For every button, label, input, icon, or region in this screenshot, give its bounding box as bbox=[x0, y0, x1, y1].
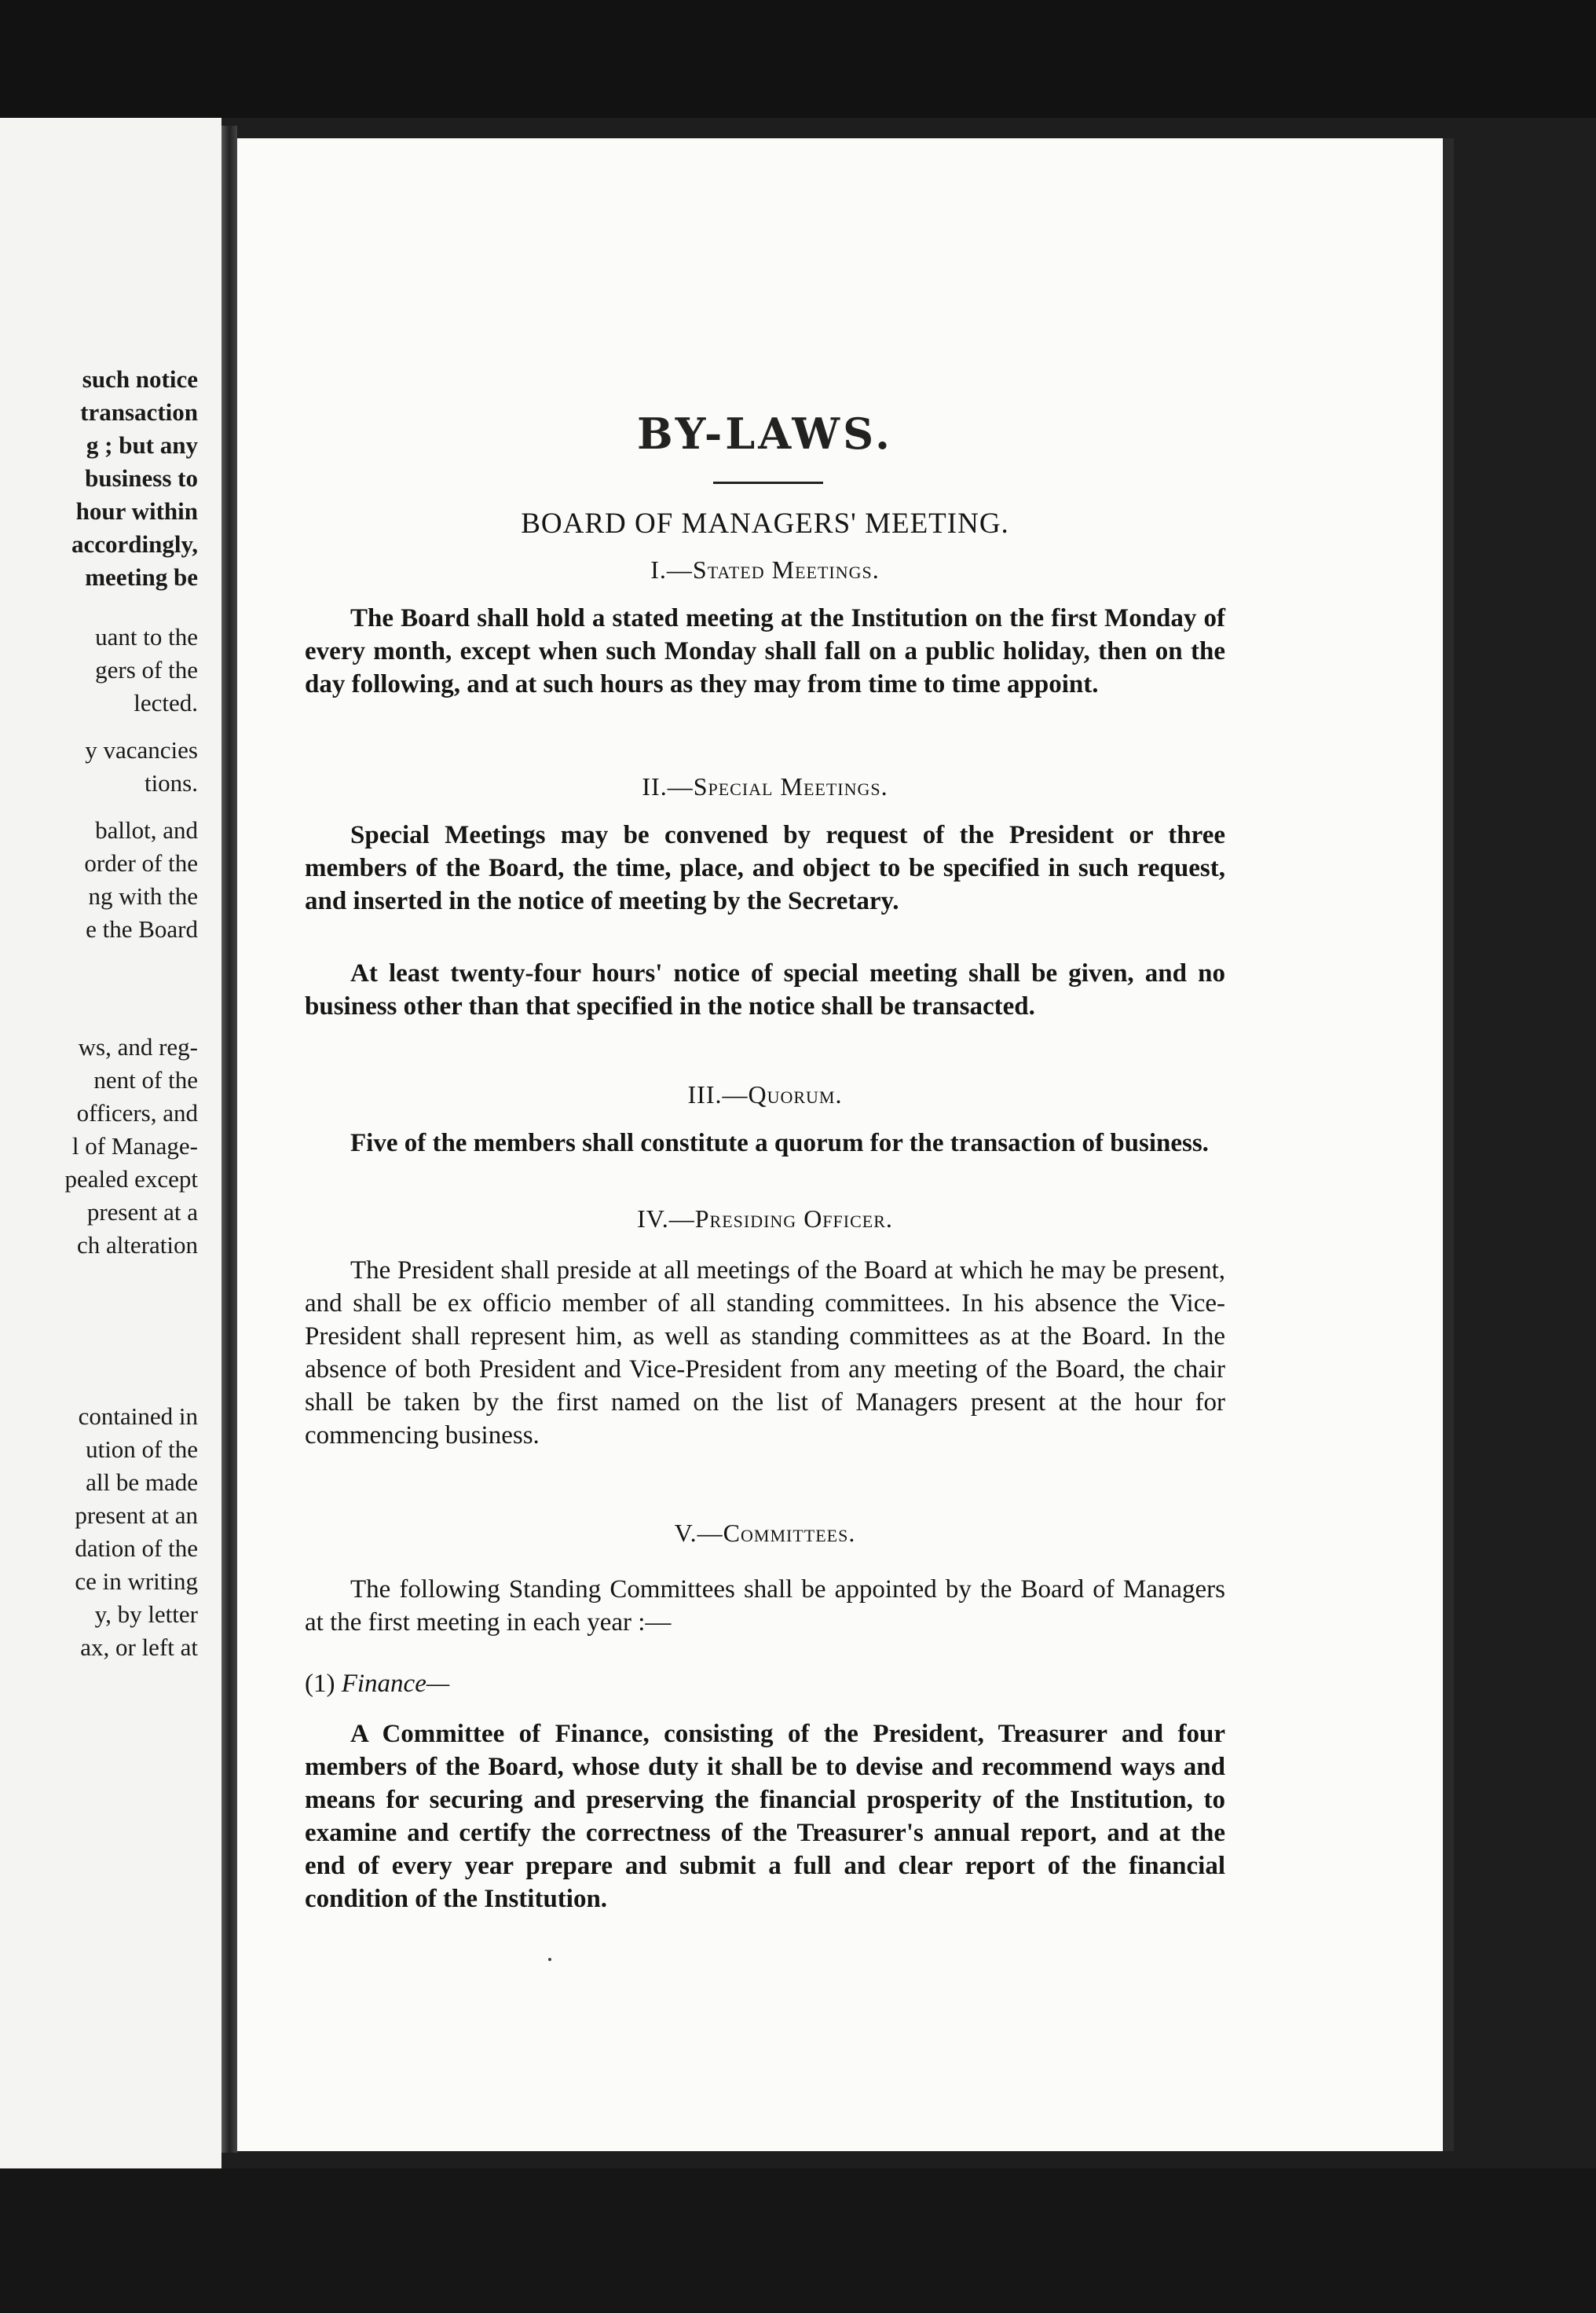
left-page-line: such notice bbox=[82, 365, 198, 393]
paragraph: The Board shall hold a stated meeting at the Institution on the first Monday of every month, except when such Monday shall fall on a public holiday, then on the day following, and at such hours as they may from time to time appoint. bbox=[305, 604, 1225, 698]
left-page-line: hour within bbox=[75, 497, 198, 525]
paragraph: A Committee of Finance, consisting of the President, Treasurer and four members of the Board, whose duty it shall be to devise and recommend ways and means for securing and preserving the financial prosperity of the Institution, to examine and certify the correctness of the Treasurer's annual report, and at the end of every year prepare and submit a full and clear report of the financial condition of the Institution. bbox=[305, 1720, 1225, 1913]
left-page-line: e the Board bbox=[86, 915, 198, 943]
left-page-line: dation of the bbox=[75, 1534, 198, 1562]
left-page-line: officers, and bbox=[76, 1099, 198, 1127]
section-heading: V.—Committees. bbox=[674, 1519, 856, 1547]
paragraph: The President shall preside at all meetings of the Board at which he may be present, and shall be ex officio member of all standing committees. In his absence the Vice-President shall represent him, as well as standing committees as at the Board. In the absence of both President and Vice-President from any meeting of the Board, the chair shall be taken by the first named on the list of Managers present at the hour for commencing business. bbox=[305, 1256, 1225, 1450]
left-page-line: transaction bbox=[80, 398, 198, 426]
left-page-line: present at a bbox=[86, 1198, 198, 1226]
left-page-line: gers of the bbox=[95, 656, 198, 684]
section-heading: I.—Stated Meetings. bbox=[650, 555, 880, 584]
left-page-line: nent of the bbox=[93, 1066, 198, 1094]
left-page-line: lected. bbox=[134, 689, 198, 717]
left-page-line: ws, and reg- bbox=[78, 1033, 198, 1061]
left-facing-page bbox=[0, 118, 221, 2168]
left-page-line: contained in bbox=[78, 1402, 198, 1430]
page-title: BY-LAWS. bbox=[637, 409, 893, 459]
left-page-line: present at an bbox=[75, 1501, 198, 1529]
left-page-line: y vacancies bbox=[85, 736, 198, 764]
paragraph: Special Meetings may be convened by request of the President or three members of the Board, the time, place, and object to be specified in such request, and inserted in the notice of meeting by the Secretary. bbox=[305, 821, 1225, 915]
bylaws-page bbox=[237, 138, 1443, 2151]
left-page-line: order of the bbox=[84, 849, 198, 877]
left-page-line: ng with the bbox=[88, 882, 198, 910]
book-binding-gutter bbox=[221, 126, 237, 2153]
left-page-line: meeting be bbox=[85, 563, 198, 591]
left-page-line: uant to the bbox=[95, 623, 198, 651]
left-page-line: ch alteration bbox=[76, 1231, 198, 1259]
left-page-line: all be made bbox=[86, 1468, 198, 1496]
paragraph: The following Standing Committees shall be appointed by the Board of Managers at the first meeting in each year :— bbox=[305, 1575, 1225, 1637]
section-heading: III.—Quorum. bbox=[687, 1080, 843, 1109]
left-page-line: ballot, and bbox=[95, 816, 198, 844]
left-page-line: tions. bbox=[144, 769, 198, 797]
subsection-heading bbox=[305, 1667, 449, 1700]
left-page-line: accordingly, bbox=[71, 530, 198, 558]
title-underline bbox=[713, 482, 823, 484]
subsection-title: Finance— bbox=[341, 1670, 450, 1698]
left-page-line: y, by letter bbox=[94, 1600, 198, 1628]
scanner-bottom-border bbox=[0, 2168, 1596, 2313]
paragraph: At least twenty-four hours' notice of special meeting shall be given, and no business other than that specified in the notice shall be transacted. bbox=[305, 959, 1225, 1021]
section-heading: IV.—Presiding Officer. bbox=[637, 1204, 893, 1233]
ink-speck bbox=[548, 1958, 551, 1961]
left-page-line: g ; but any bbox=[86, 431, 198, 459]
meeting-heading: BOARD OF MANAGERS' MEETING. bbox=[521, 508, 1009, 540]
left-page-line: business to bbox=[85, 464, 198, 492]
paragraph: Five of the members shall constitute a quorum for the transaction of business. bbox=[350, 1129, 1209, 1157]
section-heading: II.—Special Meetings. bbox=[642, 772, 888, 801]
left-page-line: ce in writing bbox=[75, 1567, 198, 1595]
left-page-line: l of Manage- bbox=[71, 1132, 198, 1160]
left-page-line: ution of the bbox=[86, 1435, 198, 1463]
left-page-line: pealed except bbox=[64, 1165, 198, 1193]
left-page-line: ax, or left at bbox=[80, 1633, 198, 1661]
subsection-number: (1) bbox=[305, 1670, 335, 1698]
scanner-top-border bbox=[0, 0, 1596, 118]
